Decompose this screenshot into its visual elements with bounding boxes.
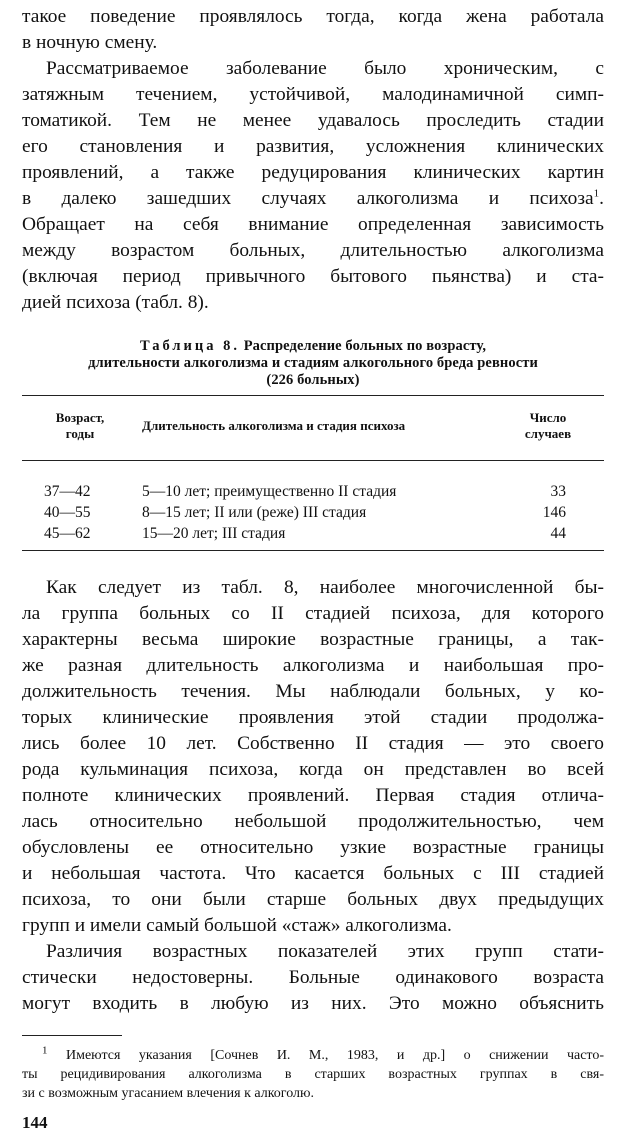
table-caption-line: Распределение больных по возрасту, — [243, 338, 487, 354]
text-line: его становления и развития, усложнения клинических — [22, 136, 604, 157]
header-age-line: Возраст, — [55, 410, 105, 425]
text-line: полноте клинических проявлений. Первая стадия отлича- — [22, 785, 604, 806]
text-line: должительность течения. Мы наблюдали больных, у ко- — [22, 681, 604, 702]
header-count-line: Число — [529, 410, 567, 425]
footnote-mark: 1 — [42, 1044, 48, 1057]
paragraph-1 — [22, 4, 604, 56]
cell-count: 33 — [550, 483, 566, 500]
text-line: в далеко зашедших случаях алкоголизма и психоза — [22, 188, 594, 209]
text-line: Различия возрастных показателей этих групп стати- — [46, 941, 604, 962]
footnote-text: Имеются указания [Сочнев И. М., 1983, и др.] о снижении часто- — [66, 1048, 605, 1063]
footnote-mark: 1 — [593, 187, 600, 200]
text-line: (включая период привычного бытового пьянства) и ста- — [22, 266, 604, 287]
footnote — [22, 1046, 604, 1103]
header-count-line: случаев — [524, 426, 572, 441]
paragraph-2 — [22, 56, 604, 316]
cell-count: 146 — [542, 504, 566, 521]
text-line: стически недостоверны. Больные одинакового возраста — [22, 967, 604, 988]
cell-description: 8—15 лет; II или (реже) III стадия — [142, 504, 367, 521]
text-line: Обращает на себя внимание определенная зависимость — [22, 214, 604, 235]
table-header-row — [22, 396, 604, 461]
table-caption-label: Таблица 8. — [139, 338, 240, 354]
text-line: и небольшая частота. Что касается больных с III стадией — [22, 863, 604, 884]
text-line: между возрастом больных, длительностью алкоголизма — [22, 240, 604, 261]
cell-age: 37—42 — [44, 483, 91, 500]
text-line: могут входить в любую из них. Это можно объяснить — [22, 993, 604, 1014]
text-line: томатикой. Тем не менее удавалось проследить стадии — [22, 110, 604, 131]
footnote-divider — [22, 1035, 122, 1036]
text-line: характерны весьма широкие возрастные границы, а так- — [22, 629, 604, 650]
text-line: психоза, то они были старше больных двух предыдущих — [22, 889, 604, 910]
text-line: Как следует из табл. 8, наиболее многочисленной бы- — [46, 577, 604, 598]
table-caption-line: длительности алкоголизма и стадиям алкогольного бреда ревности — [88, 355, 538, 371]
header-count — [492, 396, 604, 461]
cell-age: 45—62 — [44, 525, 91, 542]
text-line: проявлений, а также редуцирования клинических картин — [22, 162, 604, 183]
cell-description: 15—20 лет; III стадия — [142, 525, 286, 542]
header-description: Длительность алкоголизма и стадия психоза — [138, 396, 492, 461]
page-number: 144 — [22, 1113, 48, 1132]
cell-age: 40—55 — [44, 504, 91, 521]
book-page — [22, 4, 604, 1133]
paragraph-4 — [22, 939, 604, 1017]
text-line: лась относительно небольшой продолжительностью, чем — [22, 811, 604, 832]
header-age — [22, 396, 138, 461]
table-row — [22, 502, 604, 523]
text-line: лись более 10 лет. Собственно II стадия — это своего — [22, 733, 604, 754]
text-line: групп и имели самый большой «стаж» алкоголизма. — [22, 915, 452, 936]
paragraph-3 — [22, 575, 604, 939]
table-block — [22, 338, 604, 551]
text-line: ла группа больных со II стадией психоза, для которого — [22, 603, 604, 624]
text-line: рода кульминация психоза, когда он представлен во всей — [22, 759, 604, 780]
table-row — [22, 461, 604, 503]
text-line: дией психоза (табл. 8). — [22, 292, 209, 313]
text-line: торых клинические проявления этой стадии продолжа- — [22, 707, 604, 728]
text-line-with-footnote: в далеко зашедших случаях алкоголизма и психоза$^1$. — [22, 187, 604, 209]
text-line: такое поведение проявлялось тогда, когда жена работала — [22, 6, 604, 27]
cell-count: 44 — [550, 525, 566, 542]
footnote-line: зи с возможным угасанием влечения к алкоголю. — [22, 1086, 314, 1101]
table-caption — [22, 338, 604, 389]
header-age-line: годы — [65, 426, 95, 441]
text-line: обусловлены ее относительно узкие возрастные границы — [22, 837, 604, 858]
text-line: в ночную смену. — [22, 32, 158, 53]
table-caption-line: (226 больных) — [266, 372, 360, 388]
text-line: же разная длительность алкоголизма и наибольшая про- — [22, 655, 604, 676]
table-row — [22, 523, 604, 551]
footnote-line — [22, 1046, 604, 1065]
text-line: Рассматриваемое заболевание было хроническим, с — [46, 58, 604, 79]
cell-description: 5—10 лет; преимущественно II стадия — [142, 483, 397, 500]
text-line: затяжным течением, устойчивой, малодинамичной симп- — [22, 84, 604, 105]
distribution-table — [22, 395, 604, 551]
footnote-line: ты рецидивирования алкоголизма в старших возрастных группах в свя- — [22, 1067, 604, 1082]
